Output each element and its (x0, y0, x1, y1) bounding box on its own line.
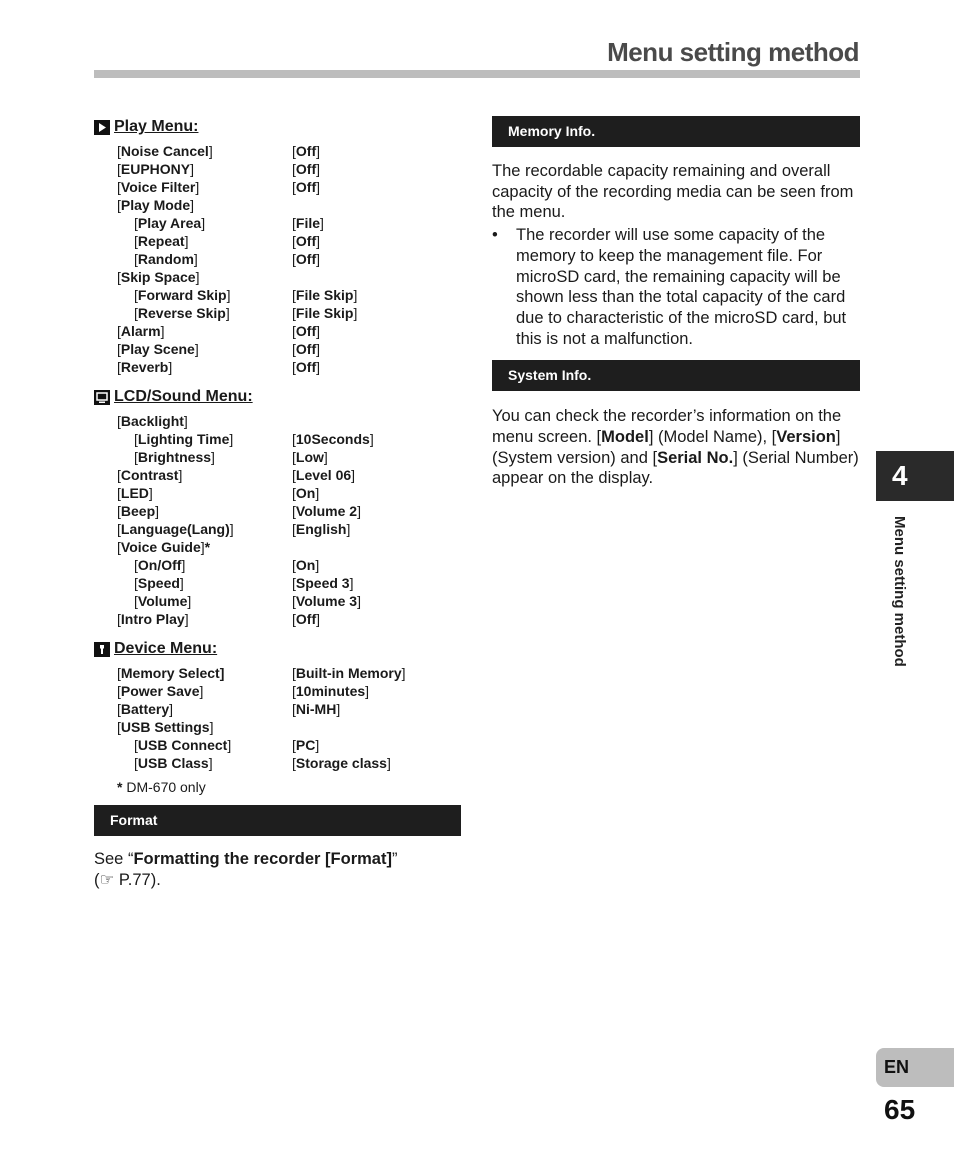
menu-item-value: [Off] (292, 341, 320, 357)
lcd-menu-title: LCD/Sound Menu: (114, 388, 253, 405)
left-column (94, 116, 461, 890)
menu-row (117, 268, 461, 286)
memory-info-bullet (492, 225, 860, 349)
menu-item-value: [Off] (292, 179, 320, 195)
menu-item-label: [Voice Filter] (117, 179, 200, 195)
page-number: 65 (884, 1094, 916, 1125)
menu-item-label: [Alarm] (117, 323, 165, 339)
menu-row (117, 574, 461, 592)
menu-item-value: [Speed 3] (292, 575, 354, 591)
lcd-menu-heading (94, 386, 461, 408)
menu-item-label: [Play Area] (134, 215, 206, 231)
menu-item-label: [Speed] (134, 575, 184, 591)
menu-item-label: [Brightness] (134, 449, 215, 465)
chapter-tab: 4 (876, 451, 954, 501)
menu-item-label: [Forward Skip] (134, 287, 231, 303)
bullet-mark: • (492, 226, 498, 245)
page-reference-link[interactable]: P.77). (114, 870, 161, 889)
footnote: * DM-670 only (117, 779, 206, 795)
language-tab: EN (876, 1048, 954, 1087)
menu-item-value: [File] (292, 215, 324, 231)
menu-row (117, 754, 461, 772)
menu-row (117, 484, 461, 502)
menu-row (117, 412, 461, 430)
menu-item-label: [Reverse Skip] (134, 305, 230, 321)
menu-row (117, 520, 461, 538)
menu-row (117, 718, 461, 736)
menu-row (117, 592, 461, 610)
menu-row (117, 304, 461, 322)
menu-row (117, 466, 461, 484)
menu-item-value: [English] (292, 521, 351, 537)
menu-item-label: [Repeat] (134, 233, 189, 249)
system-info-paragraph: You can check the recorder’s information on the menu screen. [Model] (Model Name), [Version] (System version) and [Serial No.] (Serial Number) appear on the display. (492, 407, 859, 488)
menu-row (117, 340, 461, 358)
menu-item-value: [Off] (292, 323, 320, 339)
menu-row (117, 556, 461, 574)
menu-item-label: [EUPHONY] (117, 161, 195, 177)
menu-item-label: [Random] (134, 251, 198, 267)
side-chapter-label: Menu setting method (891, 516, 908, 667)
menu-item-value: [Off] (292, 251, 320, 267)
device-menu-heading (94, 638, 461, 660)
device-menu-title: Device Menu: (114, 640, 218, 657)
menu-item-label: [LED] (117, 485, 153, 501)
format-paragraph: See “Formatting the recorder [Format]” (☞ P.77). (94, 850, 398, 889)
right-column (492, 116, 860, 489)
menu-item-label: [Power Save] (117, 683, 204, 699)
menu-item-value: [Level 06] (292, 467, 356, 483)
menu-item-value: [Low] (292, 449, 328, 465)
page-title: Menu setting method (607, 37, 859, 67)
menu-item-value: [PC] (292, 737, 320, 753)
menu-row (117, 502, 461, 520)
menu-item-label: [Play Mode] (117, 197, 195, 213)
menu-row (117, 232, 461, 250)
system-info-heading: System Info. (492, 360, 860, 391)
menu-row (117, 160, 461, 178)
menu-item-value: [10Seconds] (292, 431, 374, 447)
menu-item-value: [Off] (292, 359, 320, 375)
menu-item-value: [Off] (292, 611, 320, 627)
menu-item-label: [Skip Space] (117, 269, 200, 285)
menu-row (117, 700, 461, 718)
play-menu-title: Play Menu: (114, 118, 199, 135)
play-menu-heading (94, 116, 461, 138)
menu-item-label: [Battery] (117, 701, 174, 717)
menu-item-label: [Backlight] (117, 413, 188, 429)
menu-row (117, 142, 461, 160)
bullet-text: The recorder will use some capacity of the memory to keep the management file. For microSD card, the remaining capacity will be shown less than the total capacity of the card due to characteristic of the microSD card, but this is not a malfunction. (516, 226, 847, 348)
menu-row (117, 322, 461, 340)
format-heading: Format (94, 805, 461, 836)
menu-item-label: [Beep] (117, 503, 160, 519)
menu-item-label: [Noise Cancel] (117, 143, 213, 159)
menu-row (117, 178, 461, 196)
menu-item-value: [File Skip] (292, 305, 358, 321)
menu-row (117, 196, 461, 214)
menu-item-label: [Contrast] (117, 467, 183, 483)
menu-item-label: [USB Class] (134, 755, 213, 771)
display-icon (94, 390, 110, 405)
menu-item-label: [Reverb] (117, 359, 173, 375)
menu-row (117, 250, 461, 268)
menu-item-value: [Off] (292, 161, 320, 177)
menu-row (117, 610, 461, 628)
menu-item-label: [Play Scene] (117, 341, 199, 357)
menu-item-label: [Voice Guide]* (117, 539, 211, 555)
menu-row (117, 214, 461, 232)
title-rule (94, 70, 860, 78)
menu-item-label: [Volume] (134, 593, 192, 609)
memory-info-paragraph: The recordable capacity remaining and overall capacity of the recording media can be seen from the menu. (492, 162, 854, 222)
menu-item-value: [Ni-MH] (292, 701, 341, 717)
menu-item-label: [USB Connect] (134, 737, 232, 753)
menu-item-label: [On/Off] (134, 557, 186, 573)
wrench-icon (94, 642, 110, 657)
menu-row (117, 682, 461, 700)
menu-item-value: [On] (292, 485, 320, 501)
menu-row (117, 538, 461, 556)
menu-item-label: [Intro Play] (117, 611, 189, 627)
menu-row (117, 664, 461, 682)
menu-item-label: [Lighting Time] (134, 431, 234, 447)
play-icon (94, 120, 110, 135)
menu-row (117, 736, 461, 754)
menu-item-value: [Volume 2] (292, 503, 361, 519)
menu-item-value: [Volume 3] (292, 593, 361, 609)
menu-item-value: [Off] (292, 233, 320, 249)
memory-info-heading: Memory Info. (492, 116, 860, 147)
menu-item-label: [USB Settings] (117, 719, 214, 735)
play-menu-list (117, 142, 461, 376)
menu-item-label: [Language(Lang)] (117, 521, 234, 537)
menu-item-value: [Off] (292, 143, 320, 159)
menu-row (117, 448, 461, 466)
menu-item-value: [Built-in Memory] (292, 665, 406, 681)
menu-item-value: [10minutes] (292, 683, 370, 699)
menu-item-value: [On] (292, 557, 320, 573)
menu-item-value: [File Skip] (292, 287, 358, 303)
lcd-menu-list (117, 412, 461, 628)
menu-row (117, 286, 461, 304)
device-menu-list (117, 664, 461, 772)
menu-row (117, 358, 461, 376)
menu-item-label: [Memory Select] (117, 665, 225, 681)
menu-row (117, 430, 461, 448)
menu-item-value: [Storage class] (292, 755, 391, 771)
reference-icon: ☞ (99, 870, 115, 889)
